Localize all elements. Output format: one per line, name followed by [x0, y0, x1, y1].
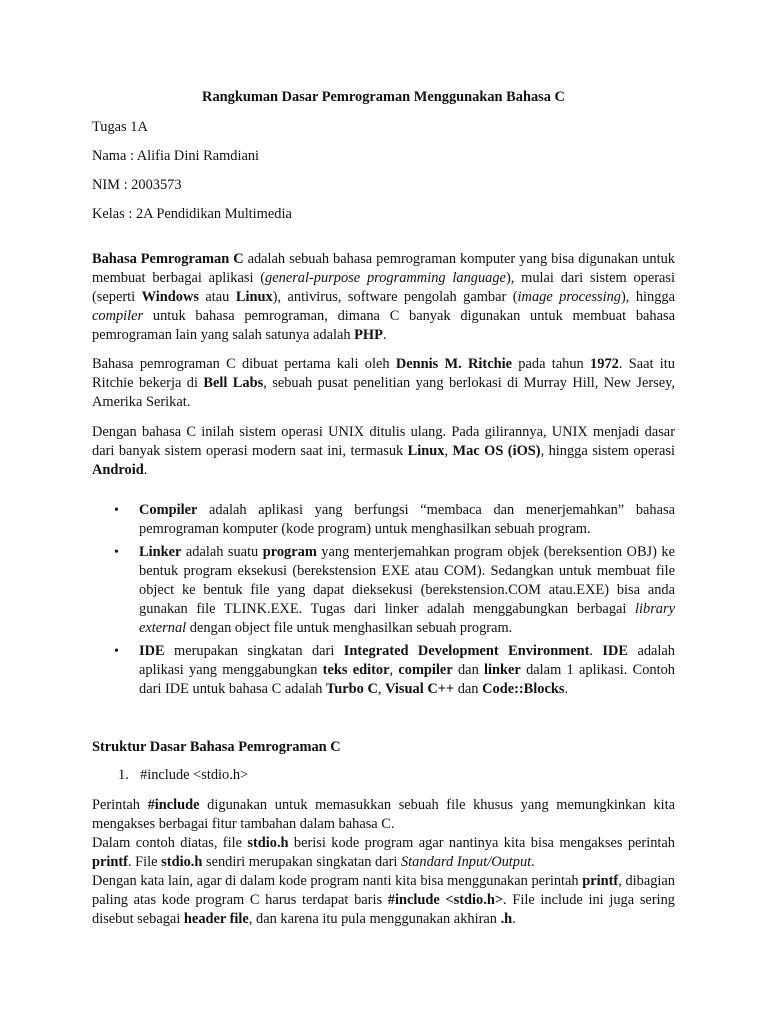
text-run: . File — [127, 854, 162, 870]
text-run: printf — [92, 854, 128, 870]
text-run: , dan karena itu pula menggunakan akhiran — [248, 911, 501, 927]
text-run: , hingga sistem operasi — [540, 443, 675, 459]
text-run: Compiler — [139, 502, 198, 518]
text-run: stdio.h — [161, 854, 203, 870]
text-run: Code::Blocks — [482, 681, 565, 697]
bullet-icon: • — [114, 644, 119, 659]
text-run: adalah aplikasi yang berfungsi “membaca dan menerjemahkan” bahasa pemrograman komputer (kode program) untuk menghasilkan sebuah program. — [139, 502, 675, 537]
text-run: library external — [139, 601, 675, 636]
text-run: . File include ini juga sering disebut sebagai — [92, 892, 676, 927]
text-run: Turbo C — [326, 681, 378, 697]
text-run: IDE — [602, 643, 629, 659]
bullet-item-ide — [92, 642, 675, 699]
text-run: Dengan kata lain, agar di dalam kode program nanti kita bisa menggunakan perintah — [92, 873, 583, 889]
text-run: Integrated Development Environment — [343, 643, 590, 659]
bullet-icon: • — [114, 503, 119, 518]
text-run: ), mulai dari sistem operasi (seperti — [92, 270, 676, 305]
text-run: , — [377, 681, 386, 697]
numbered-item — [118, 766, 248, 785]
text-run: sendiri merupakan singkatan dari — [202, 854, 401, 870]
text-run: Linux — [407, 443, 445, 459]
text-run: printf — [582, 873, 619, 889]
text-run: Standard Input/Output — [400, 854, 532, 870]
text-run: Dalam contoh diatas, file — [92, 835, 248, 851]
text-run: . — [589, 643, 603, 659]
paragraph-header-file — [92, 872, 675, 929]
text-run: Dengan bahasa C inilah sistem operasi UNIX ditulis ulang. Pada gilirannya, UNIX menjadi dasar dari banyak sistem operasi modern saat ini, termasuk — [92, 424, 675, 459]
text-run: Dennis M. Ritchie — [395, 356, 512, 372]
text-run: dalam 1 aplikasi. Contoh dari IDE untuk bahasa C adalah — [139, 662, 675, 697]
text-run: Windows — [141, 289, 199, 305]
text-run: Linker — [139, 544, 182, 560]
text-run: stdio.h — [247, 835, 289, 851]
text-run: Visual C++ — [385, 681, 455, 697]
text-run: Bahasa pemrograman C dibuat pertama kali oleh — [92, 356, 396, 372]
text-run: 1972 — [590, 356, 619, 372]
text-run: dan — [454, 681, 483, 697]
list-number: 1. — [118, 767, 129, 783]
text-run: Bahasa Pemrograman C — [92, 251, 244, 267]
text-run: , dibagian paling atas kode program C harus terdapat baris — [92, 873, 675, 908]
text-run: .h — [500, 911, 513, 927]
text-run: dengan object file untuk menghasilkan sebuah program. — [186, 620, 513, 636]
section-heading: Struktur Dasar Bahasa Pemrograman C — [92, 739, 341, 755]
bullet-item-linker — [92, 543, 675, 638]
text-run: . — [382, 327, 387, 343]
text-run: compiler — [398, 662, 453, 678]
text-run: ), antivirus, software pengolah gambar ( — [272, 289, 518, 305]
text-run: atau — [198, 289, 236, 305]
text-run: pada tahun — [512, 356, 591, 372]
text-run: adalah aplikasi yang menggabungkan — [139, 643, 675, 678]
text-run: ), hingga — [621, 289, 676, 305]
text-run: . Saat itu Ritchie bekerja di — [92, 356, 675, 391]
text-run: Perintah — [92, 797, 148, 813]
text-run: , — [389, 662, 399, 678]
paragraph-history — [92, 355, 675, 412]
text-run: . — [143, 462, 148, 478]
paragraph-unix — [92, 423, 675, 480]
text-run: digunakan untuk memasukkan sebuah file khusus yang memungkinkan kita mengakses berbagai fitur tambahan dalam bahasa C. — [92, 797, 675, 832]
bullet-icon: • — [114, 545, 119, 560]
text-run: untuk bahasa pemrograman, dimana C banyak digunakan untuk membuat bahasa pemrograman lain yang salah satunya adalah — [92, 308, 675, 343]
text-run: yang menterjemahkan program objek (bereksention OBJ) ke bentuk program eksekusi (berekstension EXE atau COM). Sedangkan untuk membuat file object ke bentuk file yang dapat dieksekusi (berekstension.COM atau.EXE) bisa anda gunakan file TLINK.EXE. Tugas dari linker adalah menggabungkan berbagai — [139, 544, 675, 617]
text-run: header file — [183, 911, 249, 927]
text-run: , sebuah pusat penelitian yang berlokasi di Murray Hill, New Jersey, Amerika Serikat. — [92, 375, 675, 410]
text-run: Mac OS (iOS) — [452, 443, 541, 459]
text-run: , — [444, 443, 453, 459]
text-run: . — [564, 681, 569, 697]
text-run: linker — [484, 662, 521, 678]
text-run: merupakan singkatan dari — [164, 643, 344, 659]
text-run: adalah sebuah bahasa pemrograman komputer yang bisa digunakan untuk membuat berbagai aplikasi ( — [92, 251, 675, 286]
text-run: dan — [452, 662, 485, 678]
text-run: teks editor — [322, 662, 390, 678]
meta-kelas: Kelas : 2A Pendidikan Multimedia — [92, 206, 292, 222]
text-run: compiler — [92, 308, 144, 324]
meta-nim: NIM : 2003573 — [92, 177, 182, 193]
text-run: IDE — [139, 643, 165, 659]
text-run: Android — [92, 462, 144, 478]
bullet-list — [92, 501, 675, 703]
document-title: Rangkuman Dasar Pemrograman Menggunakan Bahasa C — [202, 89, 565, 105]
text-run: Bell Labs — [203, 375, 264, 391]
paragraph-intro — [92, 250, 675, 345]
text-run: . — [531, 854, 535, 870]
paragraph-stdio — [92, 834, 675, 872]
text-run: general-purpose programming language — [265, 270, 506, 286]
meta-nama: Nama : Alifia Dini Ramdiani — [92, 148, 260, 164]
text-run: image processing — [517, 289, 621, 305]
list-text: #include <stdio.h> — [140, 767, 249, 783]
bullet-item-compiler — [92, 501, 675, 539]
meta-tugas: Tugas 1A — [92, 119, 148, 135]
paragraph-include — [92, 796, 675, 834]
text-run: #include <stdio.h> — [387, 892, 504, 908]
text-run: . — [512, 911, 516, 927]
text-run: berisi kode program agar nantinya kita bisa mengakses perintah — [288, 835, 675, 851]
text-run: #include — [147, 797, 200, 813]
text-run: PHP — [354, 327, 383, 343]
text-run: Linux — [235, 289, 273, 305]
text-run: program — [262, 544, 317, 560]
text-run: adalah suatu — [181, 544, 263, 560]
